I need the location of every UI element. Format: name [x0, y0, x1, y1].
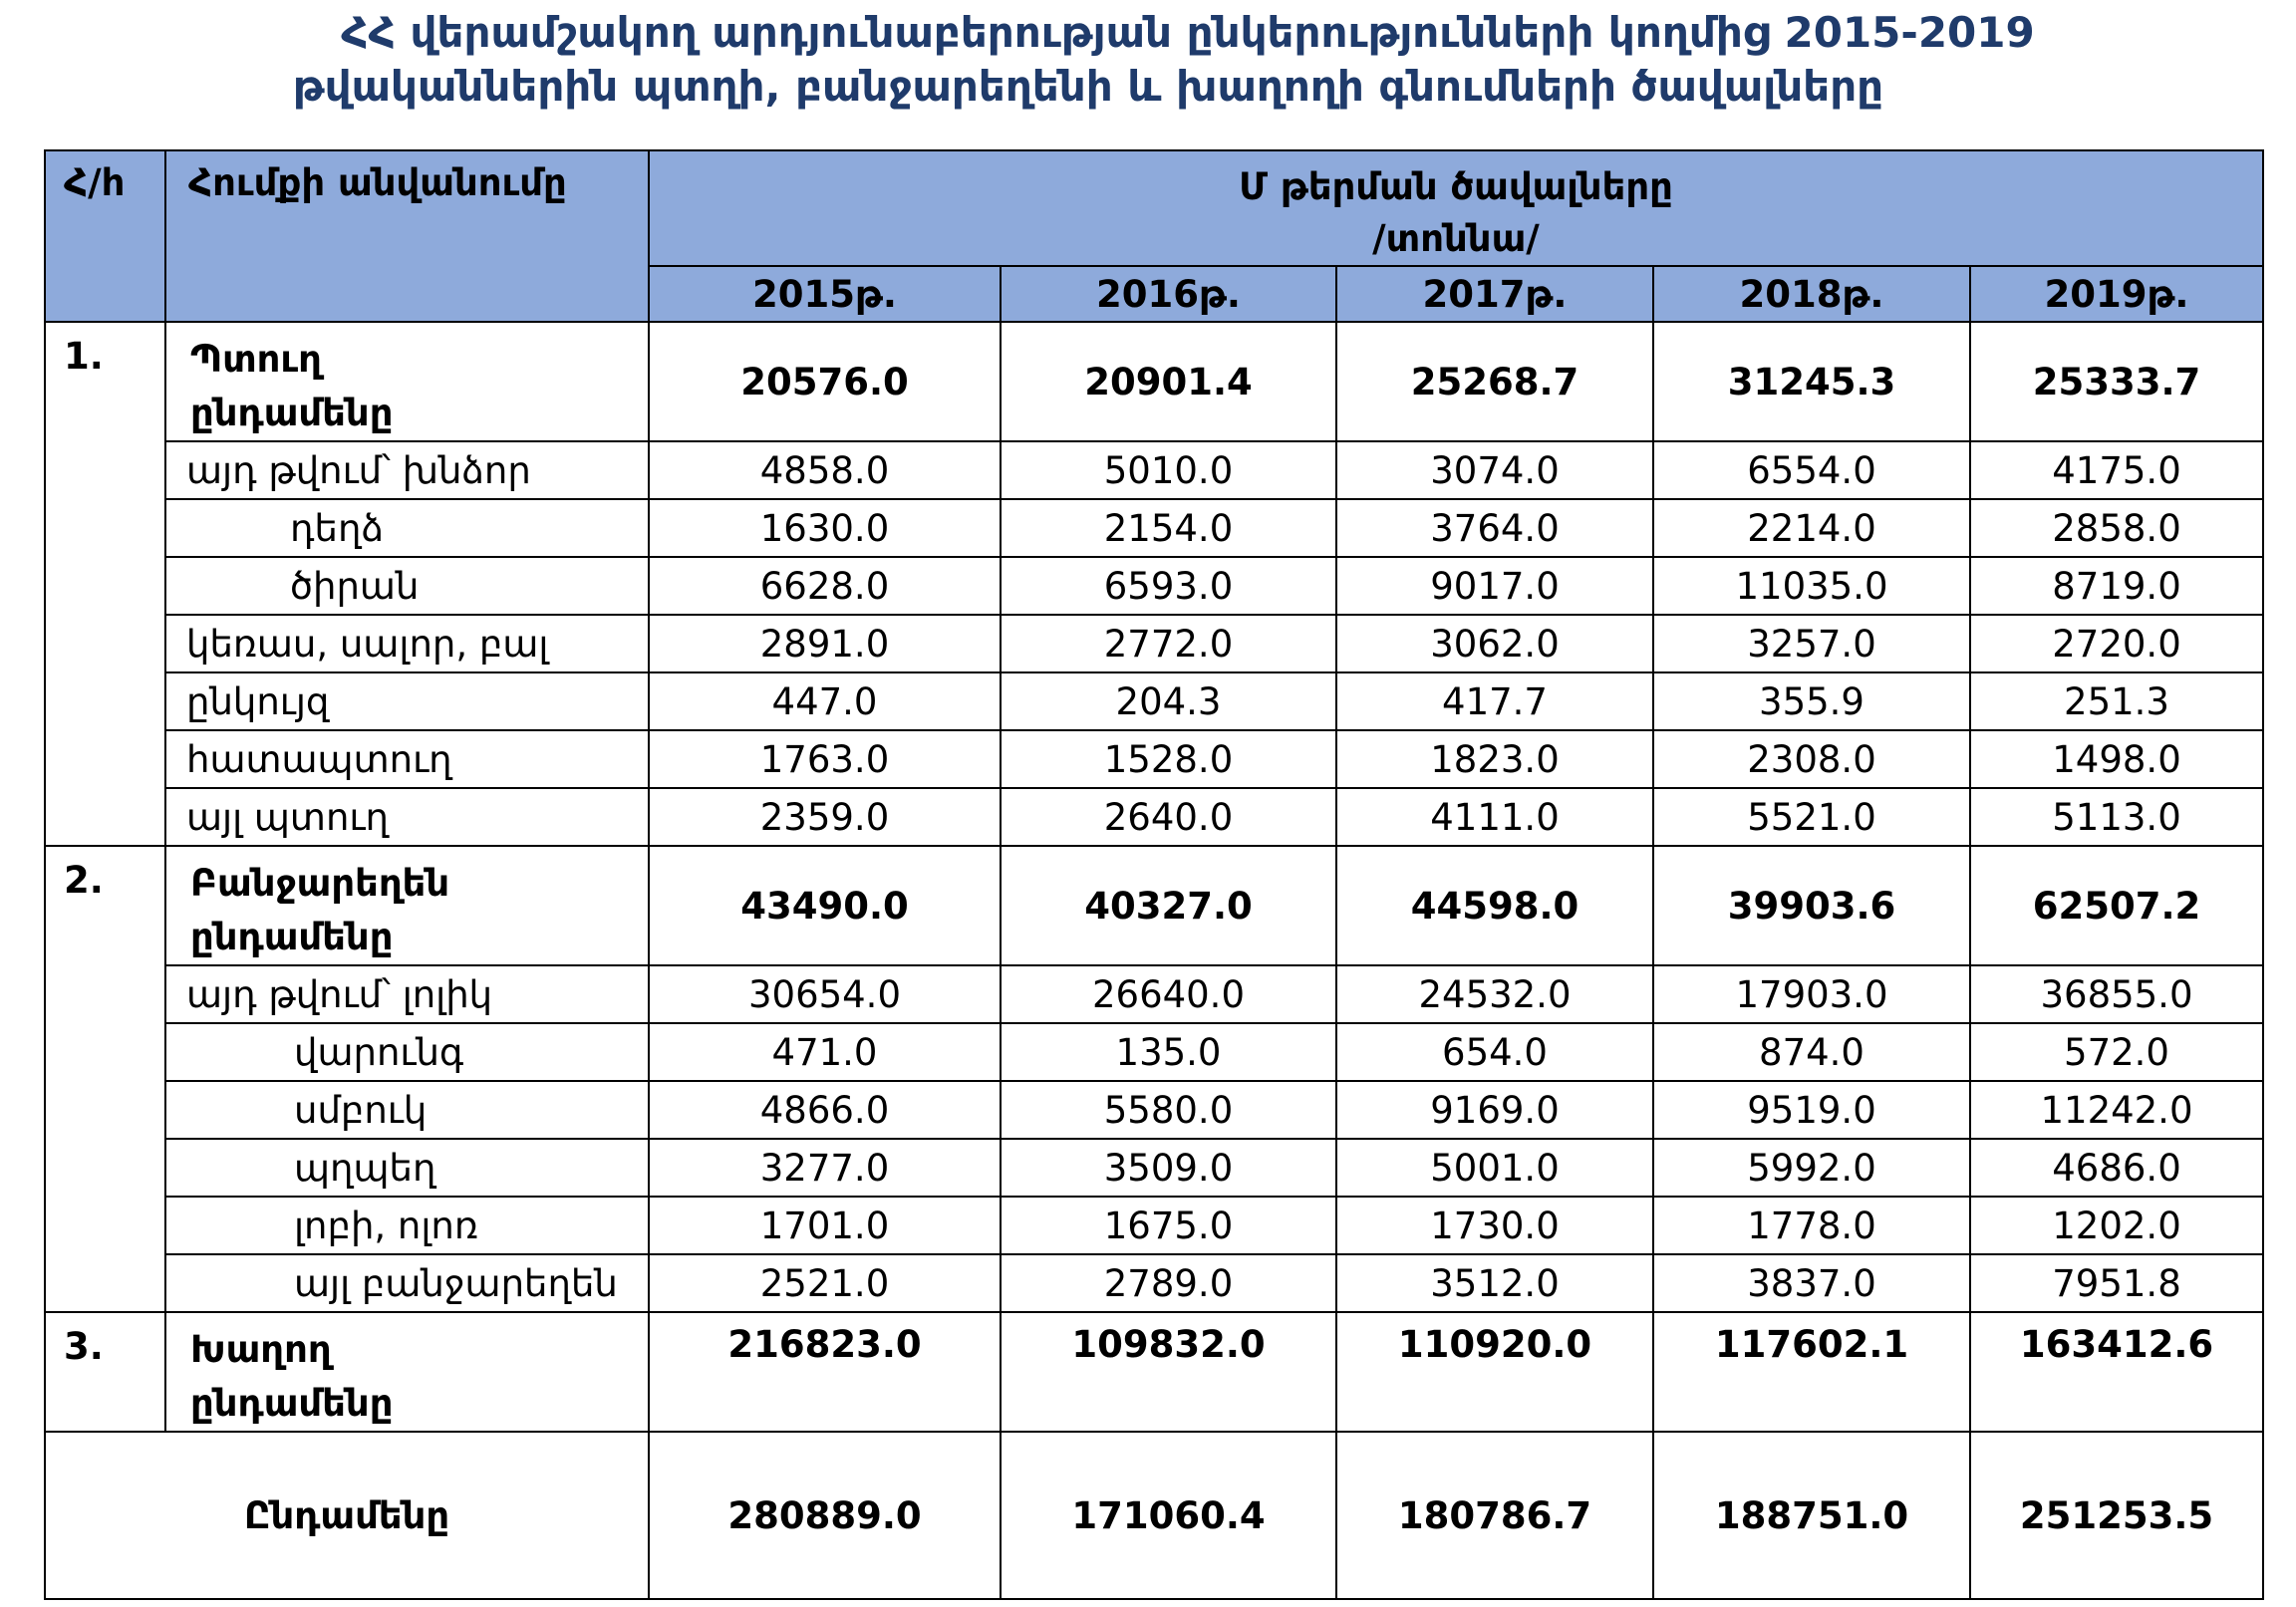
- group-name-line: ընդամենը: [190, 392, 394, 434]
- table-row: [45, 557, 2263, 615]
- item-value: 6628.0: [649, 557, 1001, 615]
- item-value: 572.0: [1970, 1023, 2263, 1081]
- header-unit: /տոննա/: [1372, 217, 1540, 260]
- grand-total-value: 171060.4: [1001, 1432, 1336, 1599]
- item-name: այլ բանջարեղեն: [165, 1254, 649, 1312]
- item-value: 4866.0: [649, 1081, 1001, 1139]
- table-row: [45, 1023, 2263, 1081]
- item-value: 8719.0: [1970, 557, 2263, 615]
- group-name-line: Խաղող: [190, 1328, 332, 1371]
- header-year: 2018թ.: [1653, 266, 1970, 322]
- group-total-value: 109832.0: [1001, 1312, 1336, 1432]
- item-name: ծիրան: [165, 557, 649, 615]
- item-value: 30654.0: [649, 965, 1001, 1023]
- group-total-value: 20901.4: [1001, 322, 1336, 441]
- group-total-value: 216823.0: [649, 1312, 1001, 1432]
- item-value: 2772.0: [1001, 615, 1336, 672]
- item-value: 4175.0: [1970, 441, 2263, 499]
- item-value: 3509.0: [1001, 1139, 1336, 1197]
- item-value: 135.0: [1001, 1023, 1336, 1081]
- item-value: 5113.0: [1970, 788, 2263, 846]
- table-row: [45, 615, 2263, 672]
- item-value: 1730.0: [1336, 1197, 1653, 1254]
- item-value: 1498.0: [1970, 730, 2263, 788]
- group-total-value: 39903.6: [1653, 846, 1970, 965]
- grand-total-value: 251253.5: [1970, 1432, 2263, 1599]
- group-total-value: 62507.2: [1970, 846, 2263, 965]
- group-total-value: 110920.0: [1336, 1312, 1653, 1432]
- group-name-line: ընդամենը: [190, 1382, 394, 1425]
- item-value: 355.9: [1653, 672, 1970, 730]
- header-volumes-label: Մ թերման ծավալները: [1239, 165, 1673, 208]
- item-name: այդ թվում՝ խնձոր: [165, 441, 649, 499]
- item-value: 2640.0: [1001, 788, 1336, 846]
- item-value: 2789.0: [1001, 1254, 1336, 1312]
- item-value: 2308.0: [1653, 730, 1970, 788]
- grand-total-value: 280889.0: [649, 1432, 1001, 1599]
- item-value: 3837.0: [1653, 1254, 1970, 1312]
- item-value: 7951.8: [1970, 1254, 2263, 1312]
- header-year: 2019թ.: [1970, 266, 2263, 322]
- group-name: [165, 1312, 649, 1432]
- item-value: 654.0: [1336, 1023, 1653, 1081]
- item-value: 447.0: [649, 672, 1001, 730]
- item-value: 5001.0: [1336, 1139, 1653, 1197]
- header-year: 2017թ.: [1336, 266, 1653, 322]
- table-row: [45, 1081, 2263, 1139]
- item-value: 11035.0: [1653, 557, 1970, 615]
- item-value: 1763.0: [649, 730, 1001, 788]
- table-row-group-total: [45, 322, 2263, 441]
- item-value: 251.3: [1970, 672, 2263, 730]
- item-value: 471.0: [649, 1023, 1001, 1081]
- table-row-grand-total: [45, 1432, 2263, 1599]
- table-row: [45, 499, 2263, 557]
- item-name: այլ պտուղ: [165, 788, 649, 846]
- group-name: [165, 846, 649, 965]
- item-value: 1630.0: [649, 499, 1001, 557]
- item-value: 3074.0: [1336, 441, 1653, 499]
- item-value: 6554.0: [1653, 441, 1970, 499]
- item-value: 2154.0: [1001, 499, 1336, 557]
- header-name: Հումքի անվանումը: [165, 150, 649, 322]
- item-value: 2858.0: [1970, 499, 2263, 557]
- item-value: 36855.0: [1970, 965, 2263, 1023]
- table-row: [45, 965, 2263, 1023]
- page-title: [0, 6, 2296, 114]
- item-value: 9519.0: [1653, 1081, 1970, 1139]
- group-total-value: 40327.0: [1001, 846, 1336, 965]
- item-name: ընկույզ: [165, 672, 649, 730]
- group-total-value: 163412.6: [1970, 1312, 2263, 1432]
- row-index: 1.: [45, 322, 165, 846]
- item-value: 417.7: [1336, 672, 1653, 730]
- table-header: [45, 150, 2263, 322]
- group-total-value: 25333.7: [1970, 322, 2263, 441]
- item-value: 17903.0: [1653, 965, 1970, 1023]
- table-row: [45, 788, 2263, 846]
- item-value: 5580.0: [1001, 1081, 1336, 1139]
- group-name-line: Բանջարեղեն: [190, 862, 450, 905]
- item-value: 3062.0: [1336, 615, 1653, 672]
- item-value: 5010.0: [1001, 441, 1336, 499]
- item-name: պղպեղ: [165, 1139, 649, 1197]
- header-index: Հ/հ: [45, 150, 165, 322]
- item-value: 1823.0: [1336, 730, 1653, 788]
- item-value: 5992.0: [1653, 1139, 1970, 1197]
- item-value: 2521.0: [649, 1254, 1001, 1312]
- item-value: 3764.0: [1336, 499, 1653, 557]
- table-row-group-total: [45, 1312, 2263, 1432]
- group-total-value: 25268.7: [1336, 322, 1653, 441]
- group-name: [165, 322, 649, 441]
- table-row: [45, 441, 2263, 499]
- grand-total-value: 188751.0: [1653, 1432, 1970, 1599]
- item-value: 24532.0: [1336, 965, 1653, 1023]
- item-value: 3277.0: [649, 1139, 1001, 1197]
- title-line-2: թվականներին պտղի, բանջարեղենի և խաղողի գնումների ծավալները: [292, 62, 1884, 111]
- item-value: 2891.0: [649, 615, 1001, 672]
- item-name: սմբուկ: [165, 1081, 649, 1139]
- item-value: 2720.0: [1970, 615, 2263, 672]
- table-row: [45, 1254, 2263, 1312]
- item-value: 4686.0: [1970, 1139, 2263, 1197]
- item-value: 3257.0: [1653, 615, 1970, 672]
- item-value: 1202.0: [1970, 1197, 2263, 1254]
- grand-total-value: 180786.7: [1336, 1432, 1653, 1599]
- table-row: [45, 1139, 2263, 1197]
- item-name: այդ թվում՝ լոլիկ: [165, 965, 649, 1023]
- item-value: 9169.0: [1336, 1081, 1653, 1139]
- item-value: 11242.0: [1970, 1081, 2263, 1139]
- table-row: [45, 1197, 2263, 1254]
- table-row-group-total: [45, 846, 2263, 965]
- group-name-line: Պտուղ: [190, 338, 322, 381]
- group-name-line: ընդամենը: [190, 916, 394, 958]
- row-index: 3.: [45, 1312, 165, 1432]
- table-row: [45, 672, 2263, 730]
- item-name: հատապտուղ: [165, 730, 649, 788]
- purchase-volumes-table: [44, 149, 2264, 1600]
- item-value: 2214.0: [1653, 499, 1970, 557]
- group-total-value: 20576.0: [649, 322, 1001, 441]
- group-total-value: 117602.1: [1653, 1312, 1970, 1432]
- title-line-1: ՀՀ վերամշակող արդյունաբերության ընկերությունների կողմից 2015-2019: [341, 8, 2035, 57]
- item-value: 9017.0: [1336, 557, 1653, 615]
- header-year: 2015թ.: [649, 266, 1001, 322]
- header-volumes: [649, 150, 2263, 266]
- item-value: 3512.0: [1336, 1254, 1653, 1312]
- item-value: 4858.0: [649, 441, 1001, 499]
- item-value: 204.3: [1001, 672, 1336, 730]
- table-body: [45, 322, 2263, 1599]
- row-index: 2.: [45, 846, 165, 1312]
- item-value: 6593.0: [1001, 557, 1336, 615]
- item-value: 5521.0: [1653, 788, 1970, 846]
- group-total-value: 43490.0: [649, 846, 1001, 965]
- item-value: 26640.0: [1001, 965, 1336, 1023]
- item-value: 1675.0: [1001, 1197, 1336, 1254]
- group-total-value: 44598.0: [1336, 846, 1653, 965]
- item-value: 2359.0: [649, 788, 1001, 846]
- item-value: 4111.0: [1336, 788, 1653, 846]
- group-total-value: 31245.3: [1653, 322, 1970, 441]
- table-row: [45, 730, 2263, 788]
- item-name: դեղձ: [165, 499, 649, 557]
- item-value: 1528.0: [1001, 730, 1336, 788]
- header-year: 2016թ.: [1001, 266, 1336, 322]
- item-value: 1701.0: [649, 1197, 1001, 1254]
- item-name: լոբի, ոլոռ: [165, 1197, 649, 1254]
- item-value: 874.0: [1653, 1023, 1970, 1081]
- item-value: 1778.0: [1653, 1197, 1970, 1254]
- item-name: վարունգ: [165, 1023, 649, 1081]
- grand-total-label: Ընդամենը: [45, 1432, 649, 1599]
- item-name: կեռաս, սալոր, բալ: [165, 615, 649, 672]
